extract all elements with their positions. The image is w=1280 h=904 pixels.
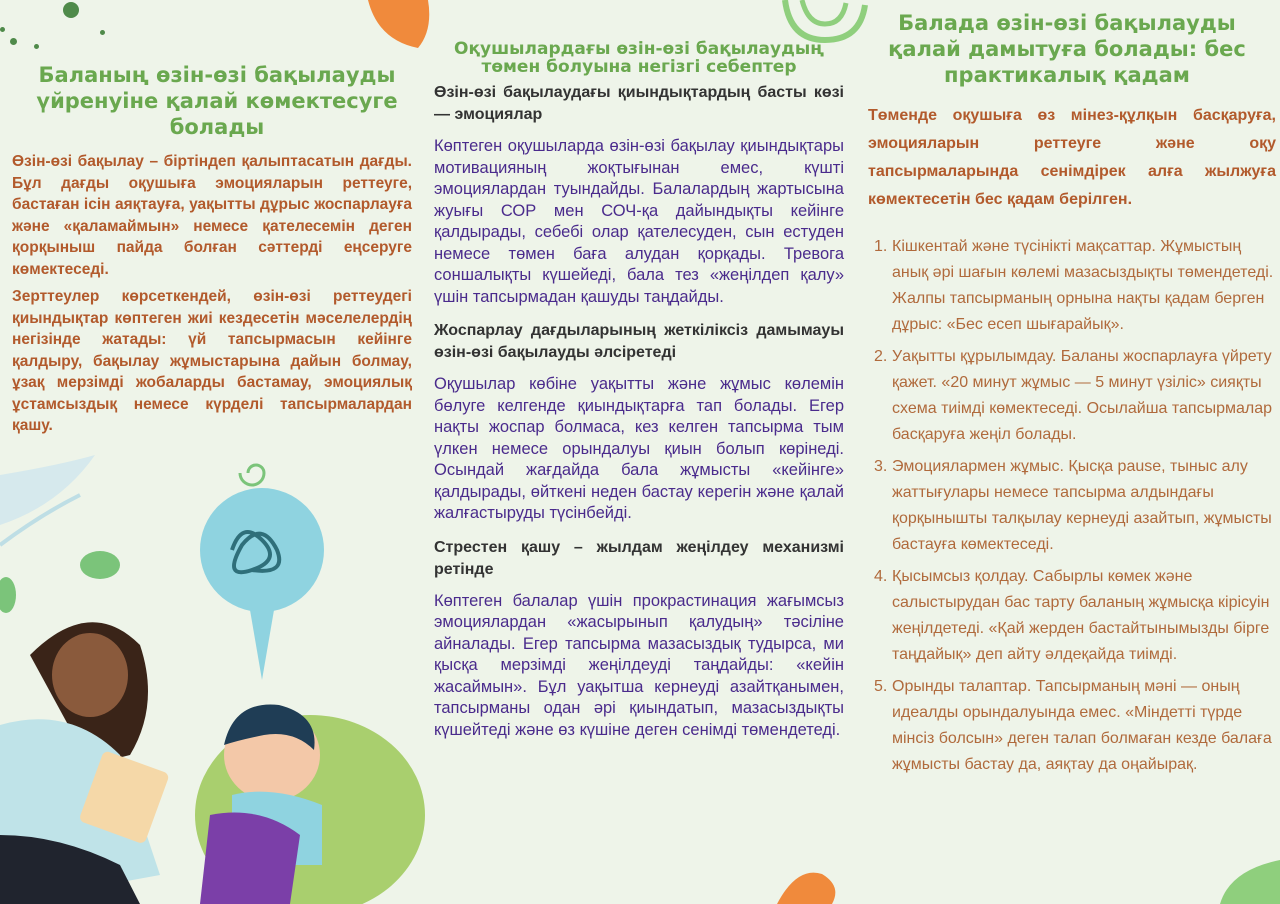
- intro-paragraph: Өзін-өзі бақылау – біртіндеп қалыптасатын дағды. Бұл дағды оқушыға эмоцияларын реттеуге, бастаған ісін аяқтауға, уақытты дұрыс жоспарлауға және «қаламаймын» немесе қателесемін деген қорқыныш пайда болған сәттерді еңсеруге көмектеседі.: [12, 153, 412, 278]
- list-item: 4. Қысымсыз қолдау. Сабырлы көмек және салыстырудан бас тарту баланың жұмысқа кірісуін жеңілдетеді. «Қай жерден бастайтынымызды бірге таңдайық» деп айту әлдеқайда тиімді.: [874, 568, 1270, 663]
- steps-list: [868, 234, 1276, 778]
- list-item: 3. Эмоциялармен жұмыс. Қысқа pause, тыныс алу жаттығулары немесе тапсырма алдындағы қорқынышты талқылау кернеуді азайтып, жұмысты бастауға көмектеседі.: [874, 458, 1272, 553]
- reason-body: Көптеген балалар үшін прокрастинация жағымсыз эмоциялардан «жасырынып қалудың» тәсіліне айналады. Егер тапсырма мазасыздық тудырса, ми қысқа мерзімді жеңілдеуді таңдайды: «кейін жасаймын». Бұл уақытша кернеуді азайтқанымен, тапсырманы одан әрі қиындатып, мазасыздықты күшейтеді және өз күшіне деген сенімді төмендетеді.: [434, 591, 844, 739]
- reason-block: [434, 320, 844, 525]
- leaf-icon: [772, 866, 842, 904]
- leaf-icon: [1200, 860, 1280, 904]
- teacher-child-illustration: [0, 455, 430, 904]
- list-item: 5. Орынды талаптар. Тапсырманың мәні — оның идеалды орындалуында емес. «Міндетті түрде мінсіз болсын» деген талап болмаған кезде балаға жұмысты бастау да, аяқтау да оңайырақ.: [874, 678, 1272, 773]
- reason-body: Көптеген оқушыларда өзін-өзі бақылау қиындықтары мотивацияның жоқтығынан емес, күшті эмоциялардан туындайды. Балалардың жартысына жуығы СОР мен СОЧ-қа дайындықты кейінге қалдырады, себебі олар қателесуден, сын естуден немесе төмен баға алудан қорқады. Тревога соншалықты күшейеді, бала тез «жеңілдеп қалу» үшін тапсырмадан қашуды таңдайды.: [434, 137, 844, 306]
- reason-block: [434, 82, 844, 308]
- section-title: Балада өзін-өзі бақылауды қалай дамытуға болады: бес практикалық қадам: [888, 11, 1246, 87]
- steps-intro: Төменде оқушыға өз мінез-құлқын басқаруға, эмоцияларын реттеуге және оқу тапсырмаларында сенімдірек алға жылжуға көмектесетін бес қадам берілген.: [868, 107, 1276, 208]
- list-item: 2. Уақытты құрылымдау. Баланы жоспарлауға үйрету қажет. «20 минут жұмыс — 5 минут үзіліс» сияқты схема тиімді көмектеседі. Осылайша тапсырмалар басқаруға жеңіл болады.: [874, 348, 1273, 443]
- column-reasons: [434, 0, 844, 741]
- reason-block: [434, 537, 844, 742]
- section-title: Оқушылардағы өзін-өзі бақылаудың төмен болуына негізгі себептер: [454, 39, 824, 77]
- list-item: 1. Кішкентай және түсінікті мақсаттар. Жұмыстың анық әрі шағын көлемі мазасыздықты төмендетеді. Жалпы тапсырманың орнына нақты қадам берген дұрыс: «Бес есеп шығарайық».: [874, 238, 1274, 333]
- section-title: Баланың өзін-өзі бақылауды үйренуіне қалай көмектесуге болады: [36, 63, 398, 139]
- column-help-child: [12, 0, 412, 437]
- reason-heading: Өзін-өзі бақылаудағы қиындықтардың басты көзі — эмоциялар: [434, 84, 844, 123]
- decor-dot: [0, 27, 5, 32]
- column-five-steps: [868, 0, 1276, 784]
- reason-heading: Стрестен қашу – жылдам жеңілдеу механизмі ретінде: [434, 538, 844, 578]
- reason-heading: Жоспарлау дағдыларының жеткіліксіз дамымауы өзін-өзі бақылауды әлсіретеді: [434, 322, 844, 361]
- reason-body: Оқушылар көбіне уақытты және жұмыс көлемін бөлуге келгенде қиындықтарға тап болады. Егер нақты жоспар болмаса, кез келген тапсырма тым үлкен немесе орындалуы қиын болып көрінеді. Осындай жағдайда бала жұмысты «кейінге» қалдырады, өйткені неден бастау керегін және қалай жалғастыруды түсінбейді.: [434, 375, 844, 522]
- research-paragraph: Зерттеулер көрсеткендей, өзін-өзі реттеудегі қиындықтар көптеген жиі кездесетін мәселелердің негізінде жатады: үй тапсырмасын кейінге қалдыру, бақылау жұмыстарына дайын болмау, ұзақ мерзімді жобаларды бастамау, эмоциялық ұстамсыздық немесе күрделі тапсырмалардан қашу.: [12, 288, 412, 434]
